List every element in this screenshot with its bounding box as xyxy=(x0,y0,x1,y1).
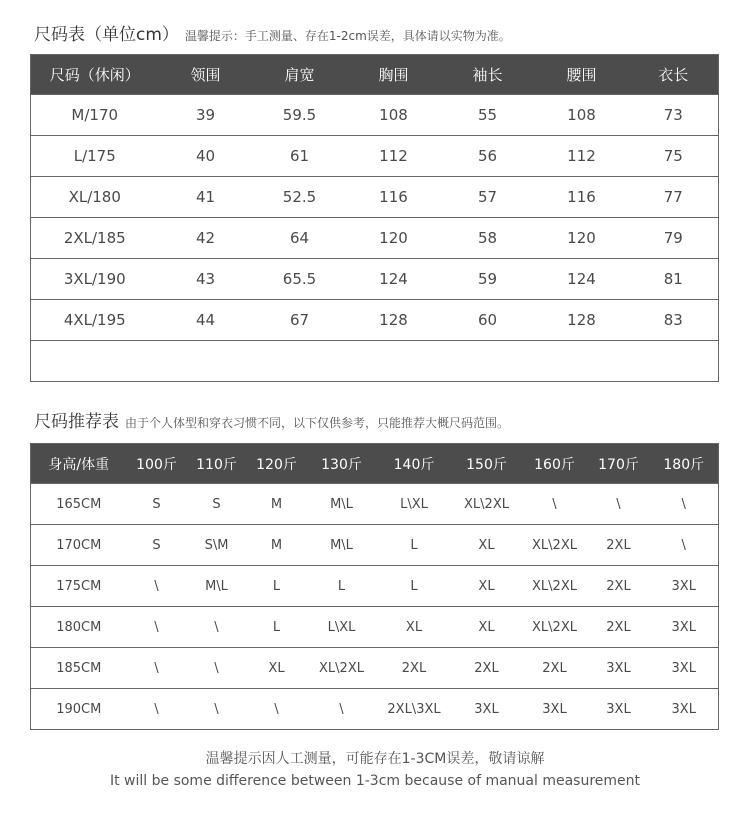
footer-note-cn: 温馨提示因人工测量，可能存在1-3CM误差，敬请谅解 xyxy=(205,751,545,767)
recommend-chart-cell: \ xyxy=(522,484,588,525)
recommend-chart-header-cell: 身高/体重 xyxy=(31,444,127,484)
recommend-chart-cell: XL xyxy=(452,566,522,607)
size-chart-cell: 128 xyxy=(535,300,629,341)
size-chart-row xyxy=(31,177,719,218)
recommend-chart-cell: 2XL xyxy=(452,648,522,689)
size-chart-cell: M/170 xyxy=(31,95,159,136)
recommend-chart-cell: 2XL xyxy=(377,648,452,689)
recommend-chart-cell: 2XL xyxy=(588,607,650,648)
size-chart-row xyxy=(31,259,719,300)
size-chart-cell: 65.5 xyxy=(253,259,347,300)
recommend-chart-cell: S xyxy=(187,484,247,525)
recommend-chart-cell: M\L xyxy=(187,566,247,607)
recommend-chart-cell: 2XL\3XL xyxy=(377,689,452,730)
size-chart-cell: 108 xyxy=(347,95,441,136)
recommend-chart-cell: \ xyxy=(127,648,187,689)
size-chart-header-cell: 衣长 xyxy=(629,55,719,95)
recommend-chart-header-cell: 150斤 xyxy=(452,444,522,484)
recommend-chart-table xyxy=(30,443,719,730)
size-chart-cell: 67 xyxy=(253,300,347,341)
size-chart-cell: XL/180 xyxy=(31,177,159,218)
size-chart-cell: 3XL/190 xyxy=(31,259,159,300)
size-chart-table xyxy=(30,54,719,382)
recommend-chart-header-cell: 110斤 xyxy=(187,444,247,484)
size-chart-cell: 120 xyxy=(535,218,629,259)
size-chart-cell: 55 xyxy=(441,95,535,136)
size-chart-note: 温馨提示：手工测量、存在1-2cm误差，具体请以实物为准。 xyxy=(184,29,511,43)
recommend-chart-cell: XL xyxy=(452,607,522,648)
size-chart-header-row xyxy=(31,55,719,95)
size-chart-cell: 116 xyxy=(535,177,629,218)
recommend-chart-cell: \ xyxy=(650,484,719,525)
recommend-chart-cell: 190CM xyxy=(31,689,127,730)
recommend-chart-header-cell: 140斤 xyxy=(377,444,452,484)
recommend-chart-cell: L xyxy=(307,566,377,607)
size-chart-title: 尺码表（单位cm） xyxy=(34,25,179,45)
size-chart-cell: 112 xyxy=(347,136,441,177)
recommend-chart-cell: \ xyxy=(588,484,650,525)
recommend-chart-cell: \ xyxy=(650,525,719,566)
recommend-chart-cell: M xyxy=(247,484,307,525)
size-chart-cell: 43 xyxy=(159,259,253,300)
size-chart-cell: 40 xyxy=(159,136,253,177)
recommend-chart-row xyxy=(31,648,719,689)
recommend-chart-title: 尺码推荐表 xyxy=(34,412,119,432)
size-chart-cell: 58 xyxy=(441,218,535,259)
size-chart-cell: 52.5 xyxy=(253,177,347,218)
recommend-chart-body xyxy=(31,484,719,730)
size-chart-cell: 61 xyxy=(253,136,347,177)
size-chart-cell: 83 xyxy=(629,300,719,341)
size-chart-cell: 59 xyxy=(441,259,535,300)
recommend-chart-cell: XL\2XL xyxy=(522,525,588,566)
recommend-chart-cell: S xyxy=(127,484,187,525)
recommend-chart-cell: \ xyxy=(247,689,307,730)
recommend-chart-cell: XL\2XL xyxy=(522,607,588,648)
recommend-chart-cell: XL xyxy=(247,648,307,689)
recommend-chart-heading xyxy=(34,407,509,432)
size-chart-cell: 60 xyxy=(441,300,535,341)
size-chart-cell: 79 xyxy=(629,218,719,259)
recommend-chart-cell: 3XL xyxy=(650,607,719,648)
recommend-chart-cell: XL\2XL xyxy=(307,648,377,689)
recommend-chart-cell: \ xyxy=(187,607,247,648)
recommend-chart-cell: XL\2XL xyxy=(452,484,522,525)
recommend-chart-header-cell: 100斤 xyxy=(127,444,187,484)
recommend-chart-cell: L\XL xyxy=(307,607,377,648)
recommend-chart-cell: \ xyxy=(307,689,377,730)
size-chart-header-cell: 腰围 xyxy=(535,55,629,95)
recommend-chart-header-cell: 160斤 xyxy=(522,444,588,484)
recommend-chart-cell: 3XL xyxy=(650,566,719,607)
recommend-chart-cell: 3XL xyxy=(588,648,650,689)
size-chart-cell: 77 xyxy=(629,177,719,218)
recommend-chart-cell: \ xyxy=(127,566,187,607)
size-chart-cell xyxy=(535,341,629,382)
size-chart-cell: 120 xyxy=(347,218,441,259)
size-chart-header-cell: 尺码（休闲） xyxy=(31,55,159,95)
recommend-chart-cell: 2XL xyxy=(522,648,588,689)
recommend-chart-cell: L xyxy=(377,566,452,607)
size-chart-cell: 81 xyxy=(629,259,719,300)
recommend-chart-header-cell: 170斤 xyxy=(588,444,650,484)
size-chart-cell: 112 xyxy=(535,136,629,177)
recommend-chart-cell: 3XL xyxy=(588,689,650,730)
recommend-chart-cell: L xyxy=(377,525,452,566)
recommend-chart-cell: 3XL xyxy=(650,648,719,689)
recommend-chart-cell: 3XL xyxy=(522,689,588,730)
size-chart-cell: 41 xyxy=(159,177,253,218)
size-chart-row xyxy=(31,341,719,382)
size-chart-cell: 128 xyxy=(347,300,441,341)
size-chart-heading xyxy=(34,20,511,45)
recommend-chart-cell: 2XL xyxy=(588,566,650,607)
recommend-chart-header-cell: 120斤 xyxy=(247,444,307,484)
recommend-chart-cell: \ xyxy=(187,689,247,730)
recommend-chart-header-cell: 130斤 xyxy=(307,444,377,484)
recommend-chart-cell: M xyxy=(247,525,307,566)
recommend-chart-cell: 175CM xyxy=(31,566,127,607)
recommend-chart-cell: 185CM xyxy=(31,648,127,689)
size-chart-row xyxy=(31,300,719,341)
recommend-chart-cell: XL xyxy=(452,525,522,566)
size-chart-cell: 56 xyxy=(441,136,535,177)
recommend-chart-cell: XL xyxy=(377,607,452,648)
recommend-chart-cell: 3XL xyxy=(650,689,719,730)
recommend-chart-cell: M\L xyxy=(307,484,377,525)
size-chart-cell xyxy=(347,341,441,382)
size-chart-cell xyxy=(629,341,719,382)
size-chart-cell: 2XL/185 xyxy=(31,218,159,259)
size-chart-cell: 116 xyxy=(347,177,441,218)
size-chart-row xyxy=(31,218,719,259)
recommend-chart-cell: 170CM xyxy=(31,525,127,566)
size-chart-cell: 44 xyxy=(159,300,253,341)
size-chart-cell: 4XL/195 xyxy=(31,300,159,341)
size-chart-cell: 42 xyxy=(159,218,253,259)
size-chart-row xyxy=(31,95,719,136)
recommend-chart-row xyxy=(31,484,719,525)
recommend-chart-header-cell: 180斤 xyxy=(650,444,719,484)
size-chart-body xyxy=(31,95,719,382)
size-chart-cell xyxy=(31,341,159,382)
size-chart-cell: 73 xyxy=(629,95,719,136)
size-chart-cell: 108 xyxy=(535,95,629,136)
size-chart-cell: 59.5 xyxy=(253,95,347,136)
size-chart-cell: L/175 xyxy=(31,136,159,177)
recommend-chart-cell: L xyxy=(247,566,307,607)
recommend-chart-cell: 165CM xyxy=(31,484,127,525)
recommend-chart-row xyxy=(31,607,719,648)
size-chart-cell: 75 xyxy=(629,136,719,177)
recommend-chart-cell: M\L xyxy=(307,525,377,566)
recommend-chart-cell: XL\2XL xyxy=(522,566,588,607)
recommend-chart-cell: L\XL xyxy=(377,484,452,525)
size-chart-cell: 39 xyxy=(159,95,253,136)
recommend-chart-cell: \ xyxy=(187,648,247,689)
recommend-chart-cell: \ xyxy=(127,689,187,730)
size-chart-cell: 124 xyxy=(535,259,629,300)
recommend-chart-row xyxy=(31,525,719,566)
size-chart-header-cell: 袖长 xyxy=(441,55,535,95)
recommend-chart-row xyxy=(31,689,719,730)
size-chart-cell xyxy=(253,341,347,382)
recommend-chart-row xyxy=(31,566,719,607)
recommend-chart-cell: 180CM xyxy=(31,607,127,648)
size-chart-cell: 57 xyxy=(441,177,535,218)
size-chart-cell xyxy=(159,341,253,382)
recommend-chart-header-row xyxy=(31,444,719,484)
size-chart-row xyxy=(31,136,719,177)
recommend-chart-cell: S xyxy=(127,525,187,566)
size-chart-header-cell: 肩宽 xyxy=(253,55,347,95)
recommend-chart-cell: \ xyxy=(127,607,187,648)
size-chart-header-cell: 胸围 xyxy=(347,55,441,95)
recommend-chart-cell: S\M xyxy=(187,525,247,566)
size-chart-cell xyxy=(441,341,535,382)
size-chart-cell: 64 xyxy=(253,218,347,259)
recommend-chart-cell: 3XL xyxy=(452,689,522,730)
footer-note-en: It will be some difference between 1-3cm because of manual measurement xyxy=(109,773,641,789)
recommend-chart-cell: L xyxy=(247,607,307,648)
size-chart-cell: 124 xyxy=(347,259,441,300)
recommend-chart-cell: 2XL xyxy=(588,525,650,566)
size-chart-header-cell: 领围 xyxy=(159,55,253,95)
recommend-chart-note: 由于个人体型和穿衣习惯不同，以下仅供参考，只能推荐大概尺码范围。 xyxy=(125,416,510,430)
